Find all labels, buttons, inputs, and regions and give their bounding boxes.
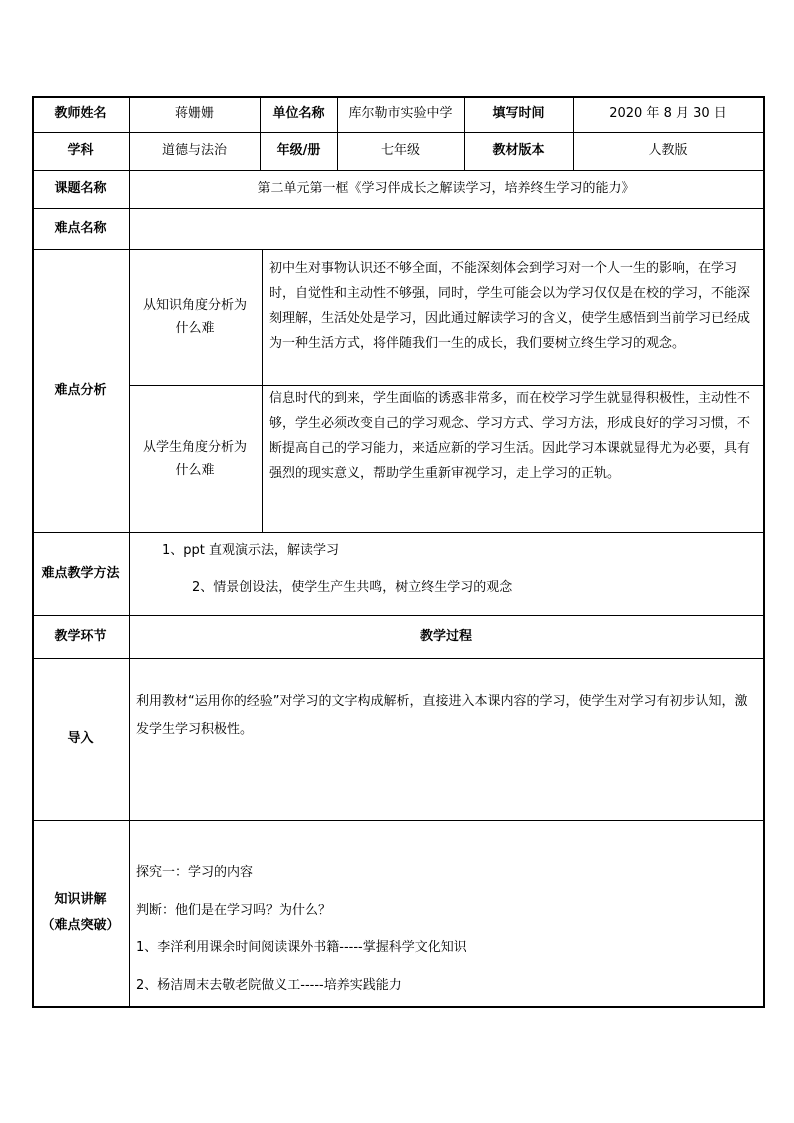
- teaching-method-label: 难点教学方法: [41, 565, 120, 581]
- intro-stage-label: 导入: [67, 731, 94, 746]
- difficulty-name-value: [129, 208, 763, 249]
- teaching-process-header: 教学过程: [419, 628, 472, 644]
- subject-value: 道德与法治: [161, 143, 227, 158]
- knowledge-explain-label-line2: （难点突破）: [41, 918, 120, 933]
- unit-name-value: 库尔勒市实验中学: [348, 106, 453, 121]
- explore-heading: 探究一：学习的内容: [136, 865, 254, 880]
- knowledge-angle-label: 从知识角度分析为什么难: [142, 298, 247, 336]
- teaching-method-item-1: 1、ppt 直观演示法，解读学习: [162, 543, 340, 558]
- grade-value: 七年级: [380, 143, 420, 158]
- grade-label: 年级/册: [276, 143, 321, 158]
- student-angle-text: 信息时代的到来，学生面临的诱惑非常多，而在校学习学生就显得积极性，主动性不够，学生必须改变自己的学习观念、学习方式、学习方法，形成良好的学习习惯，不断提高自己的学习能力，来适应新的学习生活。因此学习本课就显得尤为必要，具有强烈的现实意义，帮助学生重新审视学习，走上学习的正轨。: [269, 391, 751, 481]
- student-angle-label: 从学生角度分析为什么难: [142, 439, 247, 478]
- example-item-2: 2、杨洁周末去敬老院做义工-----培养实践能力: [136, 978, 402, 993]
- fill-date-value: 2020 年 8 月 30 日: [609, 106, 727, 121]
- unit-name-label: 单位名称: [272, 106, 325, 121]
- intro-text: 利用教材“运用你的经验”对学习的文字构成解析，直接进入本课内容的学习，使学生对学习有初步认知，激发学生学习积极性。: [136, 694, 748, 737]
- edition-value: 人教版: [648, 143, 688, 158]
- teacher-name-value: 蒋姗姗: [174, 106, 214, 121]
- difficulty-analysis-label: 难点分析: [54, 382, 107, 398]
- subject-label: 学科: [67, 143, 94, 158]
- knowledge-angle-text: 初中生对事物认识还不够全面，不能深刻体会到学习对一个人一生的影响，在学习时，自觉性和主动性不够强，同时，学生可能会以为学习仅仅是在校的学习，不能深刻理解，生活处处是学习，因此通过解读学习的含义，使学生感悟到当前学习已经成为一种生活方式，将伴随我们一生的成长，我们要树立终生学习的观念。: [269, 261, 751, 351]
- teaching-method-item-2: 2、情景创设法，使学生产生共鸣，树立终生学习的观念: [192, 580, 513, 595]
- example-item-1: 1、李洋利用课余时间阅读课外书籍-----掌握科学文化知识: [136, 940, 467, 955]
- knowledge-explain-label: [32, 820, 129, 1006]
- judge-question: 判断：他们是在学习吗？为什么？: [136, 903, 332, 918]
- teacher-name-label: 教师姓名: [54, 106, 107, 121]
- teaching-stage-header: 教学环节: [54, 628, 107, 644]
- lesson-title-value: 第二单元第一框《学习伴成长之解读学习，培养终生学习的能力》: [257, 181, 635, 196]
- lesson-plan-table: [32, 96, 765, 1008]
- knowledge-explain-label-line1: 知识讲解: [54, 892, 107, 907]
- lesson-title-label: 课题名称: [54, 181, 107, 196]
- difficulty-name-label: 难点名称: [54, 220, 107, 236]
- edition-label: 教材版本: [492, 143, 545, 158]
- fill-date-label: 填写时间: [492, 106, 545, 121]
